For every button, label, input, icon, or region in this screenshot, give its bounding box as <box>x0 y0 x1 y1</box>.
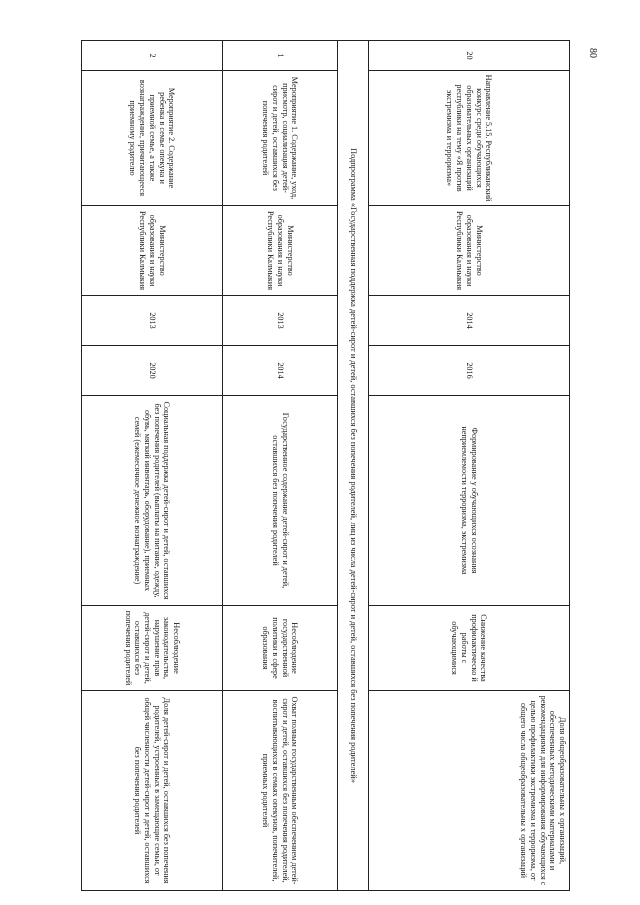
consequence-cell: Несоблюдение законодательства, нарушение прав детей-сирот и детей, оставшихся без попечения родителей <box>82 606 223 691</box>
table-row-1 <box>223 41 338 891</box>
subprogram-row <box>338 41 369 891</box>
consequence-cell: Несоблюдение государственной политики в сфере образования <box>223 606 338 691</box>
start-year-cell: 2014 <box>369 296 570 346</box>
table-row-20 <box>369 41 570 891</box>
result-cell: Социальная поддержка детей-сирот и детей, оставшихся без попечения родителей (выплаты на питание, одежду, обувь, мягкий инвентарь, оборудование), приемных семей (ежемесячное денежное вознаграждение) <box>82 396 223 606</box>
row-number: 2 <box>82 41 223 71</box>
subprogram-title: Подпрограмма «Государственная поддержка детей-сирот и детей, оставшихся без попечения родителей, лиц из числа детей-сирот и детей, оставшихся без попечения родителей» <box>338 41 369 891</box>
end-year-cell: 2014 <box>223 346 338 396</box>
executor-cell: Министерство образования и науки Республики Калмыкия <box>82 206 223 296</box>
event-cell: Мероприятие 1. Содержание, уход, присмотр, социализация детей-сирот и детей, оставшихся без попечения родителей <box>223 71 338 206</box>
indicator-cell: Доля детей-сирот и детей, оставшихся без попечения родителей, устроенных в замещающие семьи, от общей численности детей-сирот и детей, оставшихся без попечения родителей <box>82 691 223 891</box>
end-year-cell: 2020 <box>82 346 223 396</box>
program-measures-table <box>81 40 570 891</box>
page-number: 80 <box>587 48 598 58</box>
result-cell: Государственное содержание детей-сирот и детей, оставшихся без попечения родителей <box>223 396 338 606</box>
indicator-cell: Охват полным государственным обеспечением детей-сирот и детей, оставшихся без попечения родителей, воспитывающихся в семьях опекунов, попечителей, приемных родителей <box>223 691 338 891</box>
start-year-cell: 2013 <box>82 296 223 346</box>
row-number: 1 <box>223 41 338 71</box>
executor-cell: Министерство образования и науки Республики Калмыкия <box>369 206 570 296</box>
row-number: 20 <box>369 41 570 71</box>
rotated-table-sheet <box>60 40 570 890</box>
table-row-2 <box>82 41 223 891</box>
executor-cell: Министерство образования и науки Республики Калмыкия <box>223 206 338 296</box>
event-cell: Направление 5.15. Республиканский конкурс среди обучающихся образовательных организаций республики на тему «Я против экстремизма и терроризма» <box>369 71 570 206</box>
event-cell: Мероприятие 2. Содержание ребенка в семье опекуна и приемной семье, а также вознаграждение, причитающееся приемному родителю <box>82 71 223 206</box>
start-year-cell: 2013 <box>223 296 338 346</box>
consequence-cell: Снижение качества профилактическо й работы с обучающимися <box>369 606 570 691</box>
result-cell: Формирование у обучающихся осознания неприемлемости терроризма, экстремизма <box>369 396 570 606</box>
end-year-cell: 2016 <box>369 346 570 396</box>
indicator-cell: Доля общеобразовательны х организаций, обеспеченных методическими материалами и рекомендациями для информирования обучающихся с целью профилактики экстремизма и терроризма, от общего числа общеобразовательны х организаций <box>369 691 570 891</box>
